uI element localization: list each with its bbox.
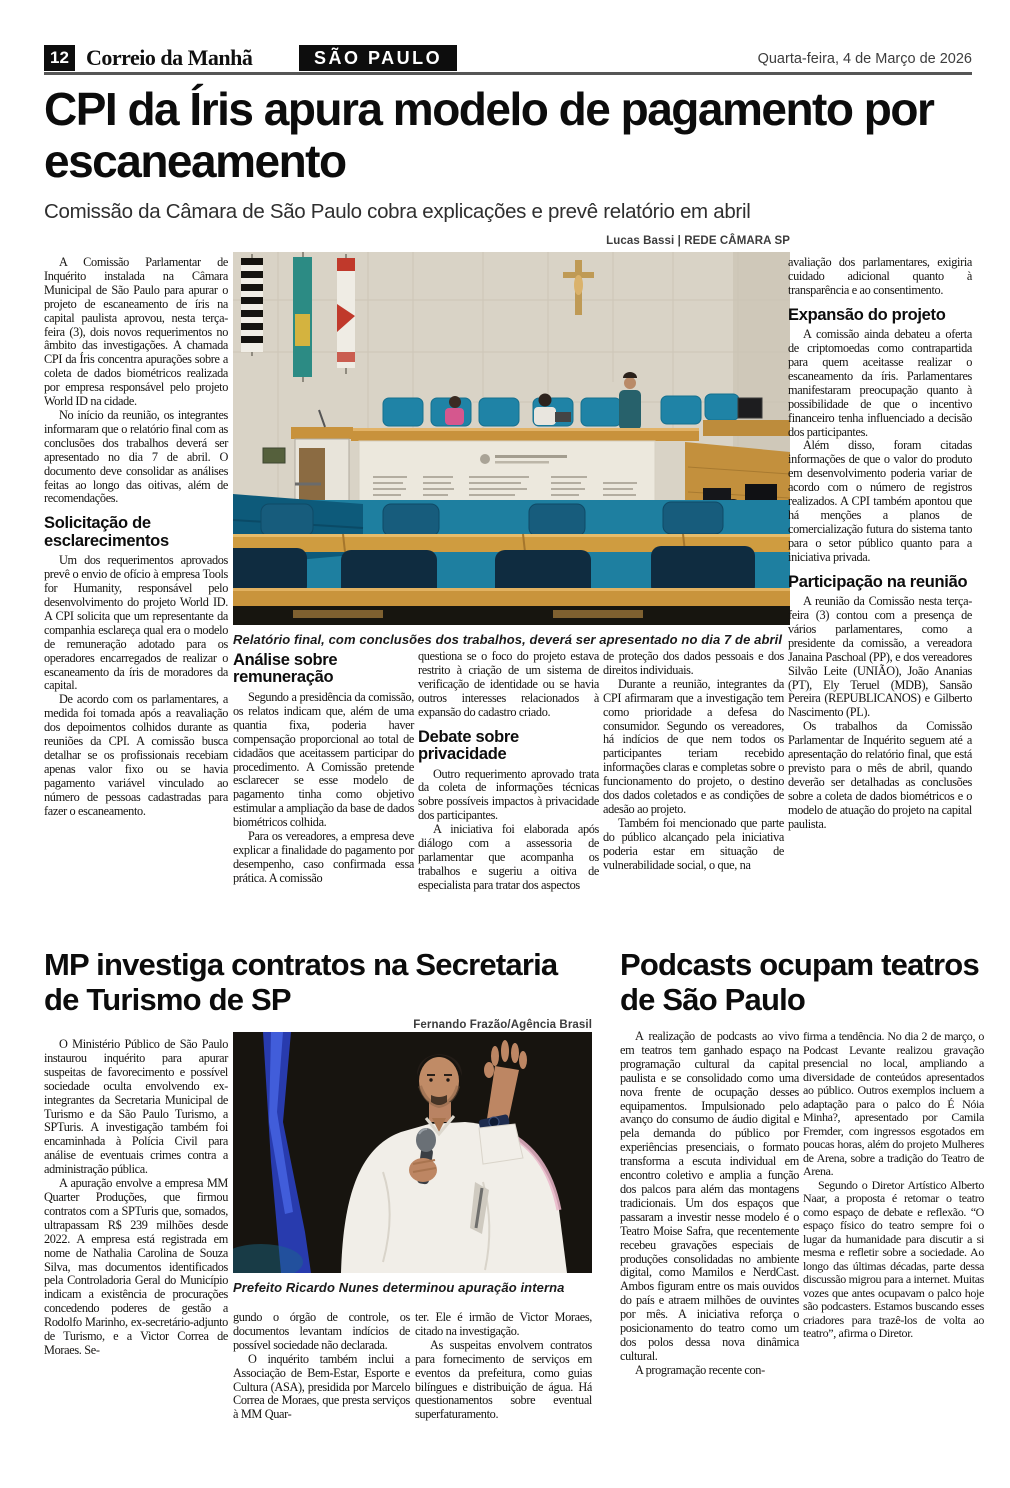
subhead-participacao: Participação na reunião <box>788 572 968 591</box>
body-paragraph: de proteção dos dados pessoais e dos direitos individuais. <box>603 649 784 677</box>
body-paragraph: O Ministério Público de São Paulo instaurou inquérito para apurar suspeitas de favorecimento e possível sociedade oculta envolvendo ex-integrantes da Secretaria Municipal de Turismo e da São Paulo Turismo, a SPTuris. A investigação também foi encaminhada à Polícia Civil para análise de eventuais crimes contra a administração pública. <box>44 1037 228 1177</box>
header-rule <box>44 72 972 75</box>
body-paragraph: A reunião da Comissão nesta terça-feira (3) contou com a presença de vários parlamentares, como a presidente da comissão, a vereadora Janaina Paschoal (PP), e dos vereadores Silvão Leite (UNIÃO), João Ananias (PT), Ely Teruel (MDB), Sansão Pereira (REPUBLICANOS) e Gilberto Nascimento (PL). <box>788 594 972 720</box>
body-paragraph: questiona se o foco do projeto estava restrito à criação de um sistema de verificação de identidade ou se havia outros interesses relacionados à expansão do cadastro criado. <box>418 649 599 719</box>
body-paragraph: ter. Ele é irmão de Victor Moraes, citado na investigação. <box>415 1310 592 1338</box>
body-paragraph: Os trabalhos da Comissão Parlamentar de Inquérito seguem até a apresentação do relatório final, que está previsto para o mês de abril, quando deverão ser detalhadas as conclusões sobre a coleta de dados biométricos e o modelo de atuação do projeto na capital paulista. <box>788 719 972 831</box>
podcasts-column-1 <box>620 1030 799 1378</box>
mp-photo-credit: Fernando Frazão/Agência Brasil <box>413 1019 592 1031</box>
cpi-headline: CPI da Íris apura modelo de pagamento por escaneamento <box>44 83 934 187</box>
camara-plenario-illustration <box>233 252 790 625</box>
subhead-analise: Análise sobre remuneração <box>233 651 338 687</box>
ricardo-nunes-photo <box>233 1032 592 1273</box>
mp-headline: MP investiga contratos na Secretaria de Turismo de SP <box>44 947 558 1017</box>
body-paragraph: Segundo a presidência da comissão, os relatos indicam que, além de uma quantia fixa, poderia haver compensação proporcional ao total de cidadãos que aceitassem participar do procedimento. A Comissão pretende esclarecer se esse modelo de pagamento tinha como objetivo estimular a ampliação da base de dados biométricos colhida. <box>233 689 414 830</box>
body-paragraph: Além disso, foram citadas informações de que o valor do produto em desenvolvimento poderia variar de acordo com o número de registros realizados. A CPI também apontou que há menções a planos de comercialização futura do sistema tanto para o setor público quanto para a iniciativa privada. <box>788 438 972 564</box>
cpi-column-1 <box>44 256 228 819</box>
cpi-column-3 <box>418 650 599 893</box>
cpi-photo-caption: Relatório final, com conclusões dos trabalhos, deverá ser apresentado no dia 7 de abril <box>233 632 783 647</box>
cpi-column-5 <box>788 256 972 832</box>
body-paragraph: De acordo com os parlamentares, a medida foi tomada após a reavaliação dos depoimentos colhidos durante as reuniões da CPI. A comissão busca detalhar se os profissionais recebiam apenas valor fixo ou se havia pagamento variável vinculado ao número de pessoas cadastradas para fazer o escaneamento. <box>44 692 228 818</box>
cpi-photo-credit: Lucas Bassi | REDE CÂMARA SP <box>606 235 790 247</box>
body-paragraph: gundo o órgão de controle, os documentos levantam indícios de possível sociedade não declarada. <box>233 1310 410 1352</box>
body-paragraph: A programação recente con- <box>635 1362 765 1377</box>
body-paragraph: Outro requerimento aprovado trata da coleta de informações técnicas sobre possíveis impactos à privacidade dos participantes. <box>418 766 599 823</box>
mp-column-1 <box>44 1038 228 1358</box>
masthead: Correio da Manhã <box>86 45 253 70</box>
mp-column-2 <box>233 1311 410 1422</box>
camara-plenario-photo <box>233 252 790 625</box>
body-paragraph: Durante a reunião, integrantes da CPI afirmaram que a investigação tem como prioridade a defesa do consumidor. Segundo os vereadores, há indícios de que nem todos os participantes teriam recebido informações claras e completas sobre o funcionamento do projeto, o destino dos dados coletados e as condições de adesão ao projeto. <box>603 676 784 816</box>
body-paragraph: avaliação dos parlamentares, exigiria cuidado adicional quanto à transparência e ao consentimento. <box>788 255 972 297</box>
cpi-column-2 <box>233 650 414 886</box>
body-paragraph: A realização de podcasts ao vivo em teatros tem ganhado espaço na programação cultural da capital paulista e se consolidado como uma nova frente de ocupação desses equipamentos. Impulsionado pelo avanço do consumo de áudio digital e pela demanda do público por experiências presenciais, o formato transforma a escuta individual em encontro coletivo e amplia a função dos palcos para além das montagens tradicionais. Um dos espaços que passaram a investir nesse modelo é o Teatro Moise Safra, que recentemente recebeu gravações especiais de produções consolidadas no ambiente digital, como Mamilos e NerdCast. Ambos figuram entre os mais ouvidos do país e atraem milhões de ouvintes por mês. A iniciativa reforça o posicionamento do teatro como um dos polos dessa nova dinâmica cultural. <box>620 1029 799 1363</box>
body-paragraph: As suspeitas envolvem contratos para fornecimento de serviços em eventos da prefeitura, como guias bilíngues e distribuição de água. Há questionamentos sobre eventual superfaturamento. <box>415 1337 592 1422</box>
body-paragraph: A apuração envolve a empresa MM Quarter Produções, que firmou contratos com a SPTuris que, somados, ultrapassam R$ 239 milhões desde 2022. A empresa está registrada em nome de Nathalia Carolina de Souza Silva, mas documentos identificados pela Controladoria Geral do Município indicam a existência de procurações concedendo poderes de gestão a Rodolfo Marinho, ex-secretário-adjunto de Turismo, e a Victor Correa de Moraes. Se- <box>44 1176 228 1357</box>
body-paragraph: A iniciativa foi elaborada após diálogo com a assessoria de parlamentar que acompanha os trabalhos e sugeriu a oitiva de especialista para tratar dos aspectos <box>418 822 599 892</box>
podcasts-headline: Podcasts ocupam teatros de São Paulo <box>620 947 979 1017</box>
page-number: 12 <box>44 45 75 71</box>
body-paragraph: A comissão ainda debateu a oferta de criptomoedas como contrapartida para quem aceitasse realizar o escaneamento da íris. Parlamentares manifestaram preocupação quanto à possibilidade de que o incentivo financeiro tenha influenciado a decisão dos participantes. <box>788 327 972 439</box>
mp-column-3 <box>415 1311 592 1422</box>
cpi-column-4 <box>603 650 784 873</box>
subhead-solicitacao: Solicitação de esclarecimentos <box>44 514 169 550</box>
body-paragraph: firma a tendência. No dia 2 de março, o Podcast Levante realizou gravação presencial no local, ampliando a diversidade de conteúdos apresentados ao público. Outros exemplos incluem a adaptação para o palco do É Nóia Minha?, apresentado por Camila Fremder, com ingressos esgotados em poucas horas, além do projeto Mulheres de Arena, sobre a tradição do Teatro de Arena. <box>803 1029 984 1178</box>
section-label: SÃO PAULO <box>299 45 457 71</box>
body-paragraph: Segundo o Diretor Artístico Alberto Naar, a proposta é retomar o teatro como espaço de debate e reflexão. “O espaço físico do teatro sempre foi o lugar da humanidade para discutir a si mesma e refletir sobre a sociedade. Ao longo das últimas décadas, parte dessa discussão migrou para a internet. Muitas vozes que antes ocupavam o palco hoje são podcasters. Estamos buscando esses criadores para trazê-los de volta ao teatro”, afirma o Diretor. <box>803 1177 984 1340</box>
body-paragraph: Também foi mencionado que parte do público alcançado pela iniciativa poderia estar em situação de vulnerabilidade social, o que, na <box>603 815 784 872</box>
body-paragraph: Para os vereadores, a empresa deve explicar a finalidade do pagamento por desempenho, caso confirmada essa prática. A comissão <box>233 829 414 885</box>
subhead-expansao: Expansão do projeto <box>788 305 946 324</box>
body-paragraph: O inquérito também inclui a Associação de Bem-Estar, Esporte e Cultura (ASA), presidida por Marcelo Correa de Moraes, que presta serviços à MM Quar- <box>233 1351 410 1422</box>
body-paragraph: A Comissão Parlamentar de Inquérito instalada na Câmara Municipal de São Paulo para apurar o projeto de escaneamento de íris na capital paulista aprovou, nesta terça-feira (3), dois novos requerimentos no âmbito das investigações. A chamada CPI da Íris concentra apurações sobre a coleta de dados biométricos realizada por empresa responsável pelo projeto World ID na cidade. <box>44 255 228 409</box>
body-paragraph: Um dos requerimentos aprovados prevê o envio de ofício à empresa Tools for Humanity, responsável pelo desenvolvimento do projeto World ID. A CPI solicita que um representante da companhia esclareça qual era o modelo de remuneração adotado para os operadores encarregados de realizar o escaneamento da íris de moradores da capital. <box>44 553 228 693</box>
body-paragraph: No início da reunião, os integrantes informaram que o relatório final com as conclusões dos trabalhos deverá ser apresentado no dia 7 de abril. O documento deve consolidar as análises feitas ao longo das oitivas, além de recomendações. <box>44 407 228 506</box>
cpi-deck: Comissão da Câmara de São Paulo cobra explicações e prevê relatório em abril <box>44 200 751 223</box>
mp-photo-caption: Prefeito Ricardo Nunes determinou apuração interna <box>233 1280 565 1295</box>
subhead-debate: Debate sobre privacidade <box>418 727 519 764</box>
dateline: Quarta-feira, 4 de Março de 2026 <box>757 51 972 67</box>
ricardo-nunes-illustration <box>233 1032 592 1273</box>
podcasts-column-2 <box>803 1030 984 1341</box>
